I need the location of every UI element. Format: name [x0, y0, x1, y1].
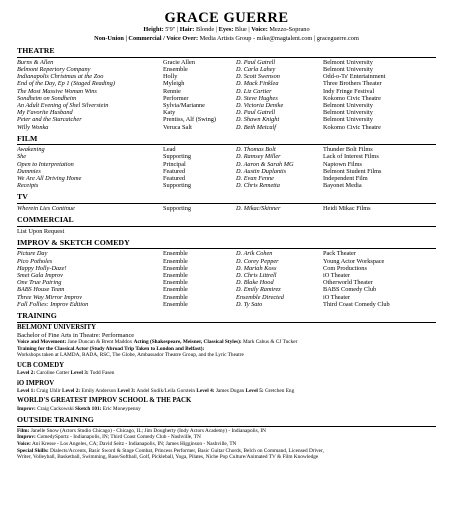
credit-role: Ensemble: [163, 272, 188, 280]
outside-voice-text: Ani Kresse - Los Angeles, CA; David Seitz - Indianapolis, IN; James Higginson - Nashville, TN: [31, 440, 237, 447]
credit-row: [17, 279, 436, 286]
credit-director: D. Liz Cartier: [236, 87, 272, 95]
wgis-sketch-label: Sketch 101:: [75, 405, 102, 412]
representation-label: Non-Union | Commercial / Voice Over:: [94, 34, 199, 42]
credit-company: Belmont University: [323, 58, 373, 66]
credit-director: D. Chris Littrell: [236, 272, 277, 280]
outside-training-section: [17, 415, 436, 460]
io-level-teacher: Gretchen Eng: [264, 387, 295, 394]
tv-section: [17, 192, 436, 212]
credit-role: Holly: [163, 73, 178, 81]
credit-company: Odd-o-Ts' Entertainment: [323, 73, 386, 81]
credit-director: D. Ramsey Miller: [236, 153, 281, 161]
acting-text: Mark Cabus & CJ Tucker: [242, 339, 298, 346]
credit-company: Thunder Bolt Films: [323, 146, 373, 154]
credit-title: One True Pairing: [17, 279, 62, 287]
credit-title: Dummies: [17, 167, 41, 175]
credit-row: [17, 95, 436, 102]
credit-role: Myleigh: [163, 80, 185, 88]
credit-row: [17, 153, 436, 160]
credit-role: Sylvia/Marianne: [163, 101, 205, 109]
belmont-heading: BELMONT UNIVERSITY: [17, 323, 97, 331]
classical-note: (Study Abroad Trip Taken to London and Belfast):: [89, 345, 205, 352]
hair-value: Blonde: [196, 26, 215, 33]
outside-improv-label: Improv:: [17, 434, 36, 441]
wgis-sketch-text: Eric Moneypenny: [102, 405, 141, 412]
voice-movement-text: Jane Duncan & Brent Maddox: [67, 339, 133, 346]
ucb-levels: [17, 370, 436, 377]
credit-row: [17, 205, 436, 212]
credit-role: Veruca Salt: [163, 123, 192, 131]
credit-director: D. Beth Metcalf: [236, 123, 277, 131]
credit-row: [17, 124, 436, 131]
credit-role: Supporting: [163, 204, 191, 212]
credit-row: [17, 102, 436, 109]
credit-role: Featured: [163, 167, 186, 175]
credit-role: Lead: [163, 146, 176, 154]
credit-director: D. Victoria Denike: [236, 101, 284, 109]
credit-company: Belmont Student Films: [323, 167, 382, 175]
voice-value: Mezzo-Soprano: [269, 26, 310, 33]
credit-company: iO Theater: [323, 293, 350, 301]
io-level-label: Level 5:: [245, 387, 264, 394]
outside-film-line: [17, 428, 436, 435]
credit-company: Third Coast Comedy Club: [323, 300, 390, 308]
credit-title: Happy Holly-Daze!: [17, 264, 67, 272]
ucb-level-text: Todd Fasen: [89, 370, 115, 377]
credit-row: [17, 301, 436, 308]
credit-title: Belmont Repertory Company: [17, 65, 91, 73]
outside-improv-line: [17, 434, 436, 441]
credit-director: D. Ty Sato: [236, 300, 263, 308]
credit-role: Ensemble: [163, 279, 188, 287]
outside-film-label: Film:: [17, 427, 30, 434]
ucb-heading: UCB COMEDY: [17, 361, 65, 369]
film-section: [17, 134, 436, 190]
credit-row: [17, 146, 436, 153]
training-section: [17, 311, 436, 412]
credit-role: Katy: [163, 109, 176, 117]
io-level-label: Level 4:: [196, 387, 215, 394]
credit-director: D. Paul Gatrell: [236, 109, 276, 117]
credit-company: Com Productions: [323, 264, 367, 272]
credit-row: [17, 286, 436, 293]
credits-list: [17, 250, 436, 308]
outside-improv-text: ComedySportz - Indianapolis, IN; Third Coast Comedy Club - Nashville, TN: [37, 434, 201, 441]
credit-title: Willy Wonka: [17, 123, 49, 131]
credit-row: [17, 272, 436, 279]
wgis-improv-label: Improv:: [17, 405, 36, 412]
credit-company: Otherworld Theater: [323, 279, 373, 287]
credit-title: My Favorite Husband: [17, 109, 73, 117]
credit-role: Ensemble: [163, 257, 188, 265]
voice-movement-label: Voice and Movement:: [17, 339, 67, 346]
belmont-degree: Bachelor of Fine Arts in Theatre: Performance: [17, 331, 135, 339]
credit-company: iO Theater: [323, 272, 350, 280]
credit-director: D. Paul Gatrell: [236, 58, 276, 66]
special-skills-label: Special Skills:: [17, 447, 49, 454]
credit-title: Receipts: [17, 182, 39, 190]
credit-director: D. Arik Cohen: [236, 250, 273, 258]
credit-title: Three Way Mirror Improv: [17, 293, 83, 301]
section-heading: OUTSIDE TRAINING: [17, 415, 436, 427]
credit-row: [17, 66, 436, 73]
credit-director: D. Mikac/Skinner: [236, 204, 281, 212]
credit-row: [17, 161, 436, 168]
ucb-level-label: Level 3:: [70, 370, 89, 377]
section-heading: TRAINING: [17, 311, 436, 323]
credit-title: BABS House Team: [17, 286, 65, 294]
credit-company: Lack of Interest Films: [323, 153, 379, 161]
section-heading: FILM: [17, 134, 436, 146]
credit-company: BABS Comedy Club: [323, 286, 377, 294]
classical-label: Training for the Classical Actor: [17, 345, 89, 352]
height-value: 5'9": [165, 26, 176, 33]
io-level-teacher: Emily Anderson: [81, 387, 117, 394]
wgis-improv-text: Craig Cackowski: [37, 405, 74, 412]
credit-role: Supporting: [163, 153, 191, 161]
classical-workshops: Workshops taken at LAMDA, RADA, RSC, The Globe, Ambassador Theatre Group, and the Lyric Theatre: [17, 352, 244, 359]
credit-role: Performer: [163, 94, 189, 102]
io-level-teacher: Andel Sudik/Leila Gorstein: [136, 387, 196, 394]
credit-title: Indianapolis Christmas at the Zoo: [17, 73, 104, 81]
height-label: Height:: [143, 26, 164, 33]
io-level-teacher: James Dugan: [215, 387, 245, 394]
special-skills-line-2: Writer, Volleyball, Basketball, Swimming, Base/Softball, Golf, Pickleball, Yoga, Pilates, Niche Pop Culture/Animated TV & Film Knowledge: [17, 454, 319, 461]
acting-note: (Shakespeare, Meisner, Classical Styles):: [149, 339, 242, 346]
credit-title: Burns & Allen: [17, 58, 54, 66]
acting-label: Acting: [133, 339, 149, 346]
outside-film-text: Janelle Snow (Actors Studio Chicago) - Chicago, IL; Jim Dougherty (Indy Actors Academy) - Indianapolis, IN: [30, 427, 266, 434]
credits-list: [17, 205, 436, 212]
credit-role: Ensemble: [163, 65, 188, 73]
credit-director: D. Steve Hughes: [236, 94, 278, 102]
credit-role: Supporting: [163, 182, 191, 190]
credit-role: Prentiss, Alf (Swing): [163, 116, 217, 124]
credit-role: Ensemble: [163, 250, 188, 258]
wgis-heading: WORLD'S GREATEST IMPROV SCHOOL & THE PACK: [17, 397, 192, 405]
eyes-label: Eyes:: [218, 26, 234, 33]
credit-title: Sondheim on Sondheim: [17, 94, 77, 102]
outside-voice-label: Voice:: [17, 440, 31, 447]
section-heading: COMMERCIAL: [17, 215, 436, 227]
credit-row: [17, 80, 436, 87]
credit-role: Ensemble: [163, 264, 188, 272]
credit-row: [17, 109, 436, 116]
credit-row: [17, 294, 436, 301]
credit-company: Young Actor Workspace: [323, 257, 385, 265]
credit-row: [17, 59, 436, 66]
credit-company: Pack Theater: [323, 250, 356, 258]
stats-line: Height: 5'9" | Hair: Blonde | Eyes: Blue | Voice: Mezzo-Soprano: [143, 26, 310, 33]
credit-role: Ensemble: [163, 300, 188, 308]
wgis-classes: [17, 406, 436, 413]
credit-title: End of the Day, Ep 1 (Staged Reading): [17, 80, 115, 88]
credit-row: [17, 175, 436, 182]
ucb-level-label: Level 2:: [17, 370, 36, 377]
credit-row: [17, 73, 436, 80]
credit-title: Peter and the Starcatcher: [17, 116, 82, 124]
credits-list: [17, 59, 436, 131]
credit-director: D. Chris Remetta: [236, 182, 280, 190]
credit-company: Kokomo Civic Theatre: [323, 123, 381, 131]
voice-label: Voice:: [251, 26, 268, 33]
special-skills-line: [17, 448, 436, 455]
credit-row: [17, 88, 436, 95]
credit-title: Awakening: [17, 146, 45, 154]
actor-name: GRACE GUERRE: [164, 10, 289, 26]
credit-director: D. Blake Hood: [236, 279, 274, 287]
credit-director: D. Aaron & Sarah MG: [236, 160, 294, 168]
credit-row: [17, 116, 436, 123]
credit-role: Ensemble: [163, 286, 188, 294]
credit-row: [17, 168, 436, 175]
commercial-text: List Upon Request: [17, 227, 65, 235]
credit-title: An Adult Evening of Shel Silverstein: [17, 101, 109, 109]
commercial-section: [17, 215, 436, 235]
outside-voice-line: [17, 441, 436, 448]
credit-company: Indy Fringe Festival: [323, 87, 375, 95]
credit-director: D. Corey Pepper: [236, 257, 279, 265]
credit-director: D. Mack Finklea: [236, 80, 279, 88]
credit-director: D. Mariah Koss: [236, 264, 277, 272]
credit-row: [17, 182, 436, 189]
credit-company: Naptown Films: [323, 160, 363, 168]
credit-director: D. Scott Swenson: [236, 73, 280, 81]
credit-title: Smet Gala Improv: [17, 272, 63, 280]
credit-director: D. Thomas Bolt: [236, 146, 276, 154]
credit-title: She: [17, 153, 27, 161]
credits-list: [17, 146, 436, 189]
theatre-section: [17, 46, 436, 131]
section-heading: IMPROV & SKETCH COMEDY: [17, 238, 436, 250]
credit-role: Rennie: [163, 87, 181, 95]
io-level-label: Level 1:: [17, 387, 36, 394]
classical-line: [17, 346, 436, 353]
credit-company: Belmont University: [323, 109, 373, 117]
credit-role: Gracie Allen: [163, 58, 195, 66]
io-heading: iO IMPROV: [17, 379, 55, 387]
io-level-label: Level 2:: [62, 387, 81, 394]
representation-text: Media Artists Group - mike@magtalent.com | graceguerre.com: [199, 34, 359, 42]
improv-section: [17, 238, 436, 308]
credit-company: Three Brothers Theater: [323, 80, 382, 88]
section-heading: THEATRE: [17, 46, 436, 58]
credit-company: Bayonet Media: [323, 182, 362, 190]
credit-director: D. Evan Fenne: [236, 175, 274, 183]
io-level-label: Level 3:: [117, 387, 136, 394]
special-skills-text: Dialects/Accents, Basic Sword & Stage Combat, Princess Performer, Basic Guitar Chords, Belch on Command, Licensed Driver,: [49, 447, 324, 454]
ucb-level-text: Caroline Cotter: [36, 370, 70, 377]
credit-role: Ensemble: [163, 293, 188, 301]
credit-company: Kokomo Civic Theatre: [323, 94, 381, 102]
credit-director: D. Emily Ramirez: [236, 286, 281, 294]
credit-row: [17, 258, 436, 265]
io-levels: [17, 388, 436, 395]
credit-role: Featured: [163, 175, 186, 183]
credit-title: The Most Massive Woman Wins: [17, 87, 97, 95]
credit-company: Belmont University: [323, 65, 373, 73]
belmont-voice-line: [17, 339, 436, 346]
credit-director: Ensemble Directed: [236, 293, 284, 301]
credit-director: D. Shawn Knight: [236, 116, 280, 124]
credit-title: Picture Day: [17, 250, 48, 258]
credit-title: Open to Interpretation: [17, 160, 74, 168]
credit-company: Heidi Mikac Films: [323, 204, 371, 212]
hair-label: Hair:: [179, 26, 195, 33]
credit-role: Principal: [163, 160, 186, 168]
credit-title: Fall Follies: Improv Edition: [17, 300, 89, 308]
credit-company: Belmont University: [323, 116, 373, 124]
representation-line: [17, 35, 436, 44]
io-level-teacher: Craig Uhlir: [36, 387, 61, 394]
credit-company: Independent Film: [323, 175, 368, 183]
credit-title: We Are All Driving Home: [17, 175, 82, 183]
credit-row: [17, 265, 436, 272]
eyes-value: Blue: [234, 26, 247, 33]
credit-director: D. Carla Lahey: [236, 65, 276, 73]
credit-title: Wherein Lies Continue: [17, 204, 75, 212]
credit-company: Belmont University: [323, 101, 373, 109]
section-heading: TV: [17, 192, 436, 204]
credit-row: [17, 250, 436, 257]
credit-title: Pico Potholes: [17, 257, 53, 265]
credit-director: D. Austin Duplantis: [236, 167, 287, 175]
